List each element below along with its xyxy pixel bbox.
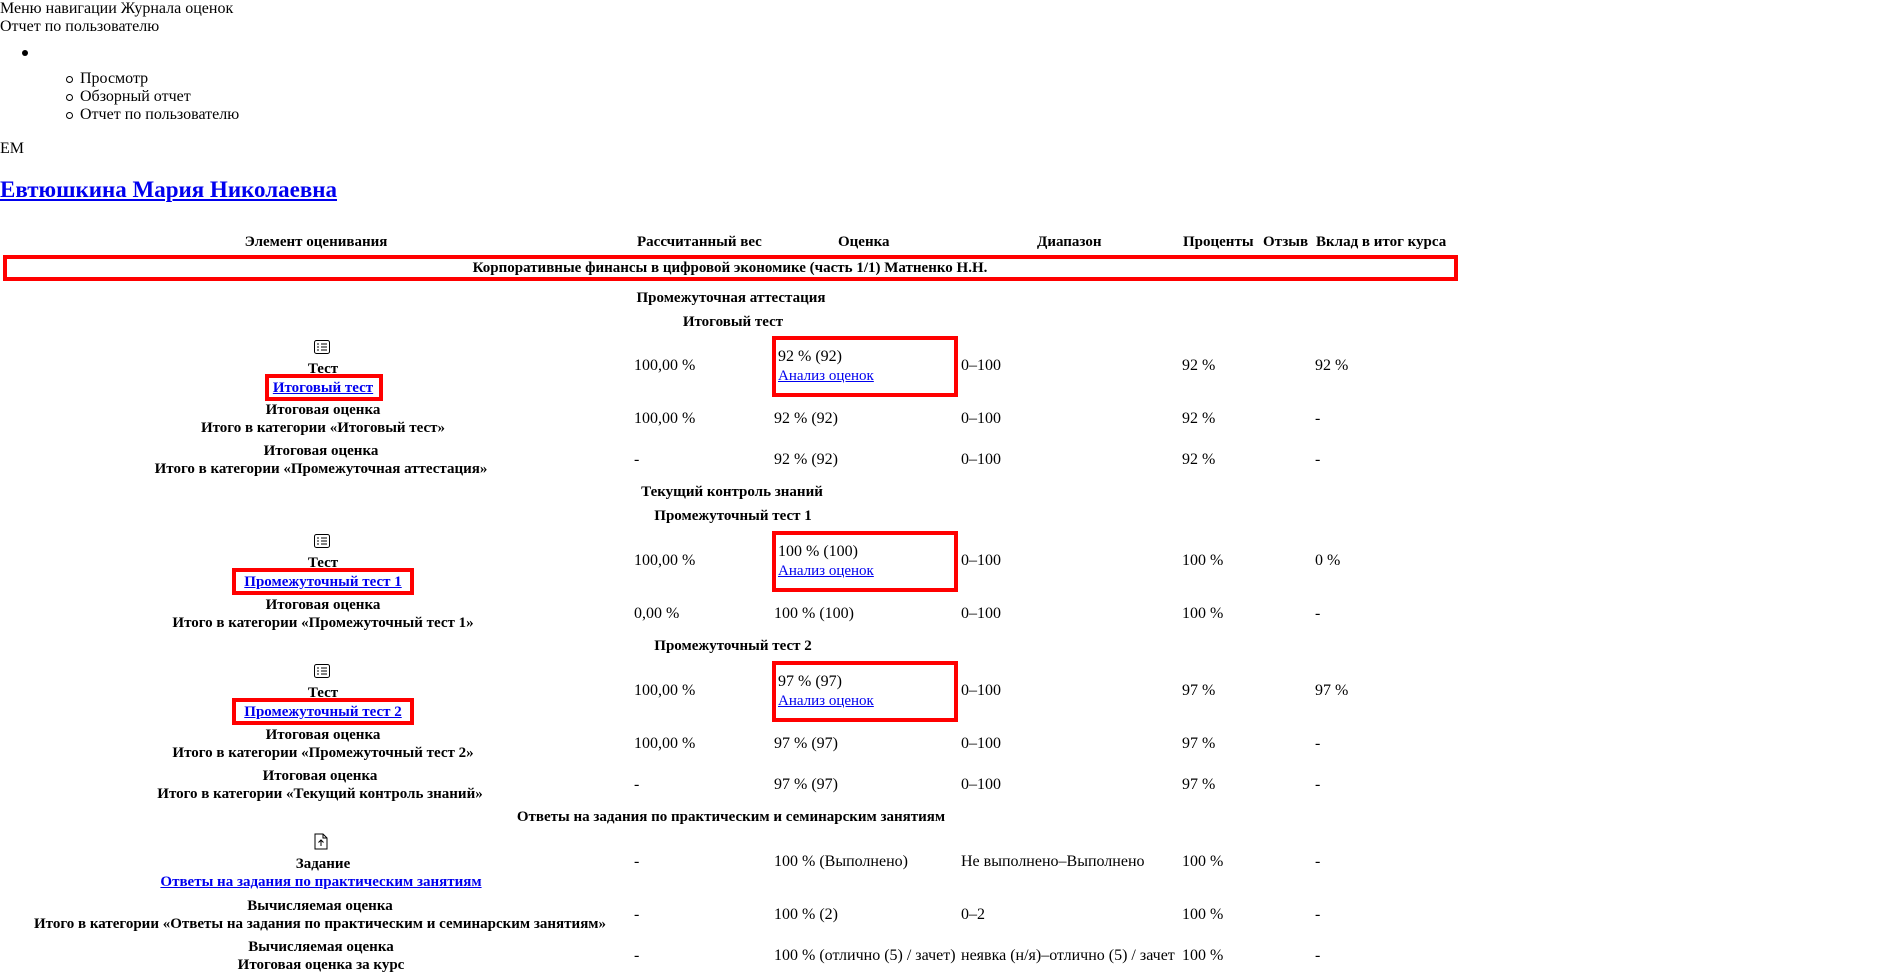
user-name-link[interactable]: Евтюшкина Мария Николаевна (0, 177, 338, 202)
row7-contribution: - (1315, 735, 1321, 752)
row11-label-course-total: Итоговая оценка за курс (237, 957, 405, 973)
report-nav-list (66, 70, 239, 124)
row11-grade: 100 % (отлично (5) / зачет) (774, 947, 956, 964)
row11-range: неявка (н/я)–отлично (5) / зачет (961, 947, 1175, 964)
header-range: Диапазон (1037, 234, 1102, 250)
category-practice-answers: Ответы на задания по практическим и семинарским занятиям (516, 809, 946, 825)
row6-percent: 97 % (1182, 682, 1216, 699)
row4-weight: 100,00 % (634, 552, 696, 569)
user-initials-avatar[interactable]: ЕМ (0, 140, 24, 157)
item-type-quiz: Тест (307, 361, 339, 377)
row10-grade: 100 % (2) (774, 906, 838, 923)
row3-weight: - (634, 451, 640, 468)
row4-grade: 100 % (100) (778, 543, 858, 560)
category-intermediate-test-1: Промежуточный тест 1 (654, 508, 812, 524)
header-grade: Оценка (838, 234, 890, 250)
row8-label-category-total: Итого в категории «Текущий контроль знаний» (157, 786, 483, 802)
nav-bullet (22, 50, 28, 56)
row11-weight: - (634, 947, 640, 964)
quiz-icon (314, 534, 330, 548)
item-type-quiz: Тест (307, 555, 339, 571)
row10-percent: 100 % (1182, 906, 1224, 923)
row4-grade-analysis-link[interactable]: Анализ оценок (778, 563, 874, 579)
category-current-control: Текущий контроль знаний (641, 484, 823, 500)
row7-percent: 97 % (1182, 735, 1216, 752)
row5-range: 0–100 (961, 605, 1001, 622)
course-name: Корпоративные финансы в цифровой экономике (часть 1/1) Матненко Н.Н. (472, 260, 988, 276)
item-type-assignment: Задание (295, 856, 351, 872)
row10-label-category-total: Итого в категории «Ответы на задания по практическим и семинарским занятиям» (33, 916, 607, 932)
row7-range: 0–100 (961, 735, 1001, 752)
row7-label-category-total: Итого в категории «Промежуточный тест 2» (172, 745, 474, 761)
row5-contribution: - (1315, 605, 1321, 622)
row2-label-type: Итоговая оценка (265, 402, 381, 418)
row6-weight: 100,00 % (634, 682, 696, 699)
row11-label-type: Вычисляемая оценка (248, 939, 394, 955)
nav-item-view[interactable]: Просмотр (66, 70, 239, 88)
row8-contribution: - (1315, 776, 1321, 793)
row6-grade: 97 % (97) (778, 673, 842, 690)
row1-contribution: 92 % (1315, 357, 1349, 374)
row6-contribution: 97 % (1315, 682, 1349, 699)
row8-grade: 97 % (97) (774, 776, 838, 793)
row3-grade: 92 % (92) (774, 451, 838, 468)
row10-weight: - (634, 906, 640, 923)
row9-weight: - (634, 853, 640, 870)
row1-weight: 100,00 % (634, 357, 696, 374)
row2-contribution: - (1315, 410, 1321, 427)
header-weight: Рассчитанный вес (637, 234, 762, 250)
row2-range: 0–100 (961, 410, 1001, 427)
row9-contribution: - (1315, 853, 1321, 870)
item-type-quiz: Тест (307, 685, 339, 701)
row3-contribution: - (1315, 451, 1321, 468)
practice-answers-assignment-link[interactable]: Ответы на задания по практическим занятиям (160, 874, 482, 890)
row7-grade: 97 % (97) (774, 735, 838, 752)
row4-contribution: 0 % (1315, 552, 1341, 569)
quiz-icon (314, 664, 330, 678)
row2-percent: 92 % (1182, 410, 1216, 427)
assignment-icon (314, 833, 328, 850)
row5-weight: 0,00 % (634, 605, 680, 622)
row5-label-type: Итоговая оценка (265, 597, 381, 613)
header-feedback: Отзыв (1263, 234, 1309, 250)
header-contribution: Вклад в итог курса (1316, 234, 1447, 250)
current-report-label: Отчет по пользователю (0, 18, 160, 35)
row1-range: 0–100 (961, 357, 1001, 374)
nav-item-overview-report[interactable]: Обзорный отчет (66, 88, 239, 106)
row7-label-type: Итоговая оценка (265, 727, 381, 743)
row4-percent: 100 % (1182, 552, 1224, 569)
row8-weight: - (634, 776, 640, 793)
row5-grade: 100 % (100) (774, 605, 854, 622)
row6-grade-analysis-link[interactable]: Анализ оценок (778, 693, 874, 709)
row7-weight: 100,00 % (634, 735, 696, 752)
row10-range: 0–2 (961, 906, 985, 923)
row9-grade: 100 % (Выполнено) (774, 853, 908, 870)
intermediate-test-1-link[interactable]: Промежуточный тест 1 (244, 574, 402, 590)
row5-percent: 100 % (1182, 605, 1224, 622)
row3-label-category-total: Итого в категории «Промежуточная аттестация» (154, 461, 488, 477)
row10-label-type: Вычисляемая оценка (247, 898, 393, 914)
row11-percent: 100 % (1182, 947, 1224, 964)
row10-contribution: - (1315, 906, 1321, 923)
row4-range: 0–100 (961, 552, 1001, 569)
row11-contribution: - (1315, 947, 1321, 964)
header-grade-item: Элемент оценивания (244, 234, 388, 250)
category-midterm: Промежуточная аттестация (636, 290, 826, 306)
row2-grade: 92 % (92) (774, 410, 838, 427)
row8-label-type: Итоговая оценка (262, 768, 378, 784)
final-test-link[interactable]: Итоговый тест (272, 380, 374, 396)
nav-item-user-report[interactable]: Отчет по пользователю (66, 106, 239, 124)
category-final-test: Итоговый тест (682, 314, 784, 330)
row9-percent: 100 % (1182, 853, 1224, 870)
row9-range: Не выполнено–Выполнено (961, 853, 1145, 870)
row1-grade-analysis-link[interactable]: Анализ оценок (778, 368, 874, 384)
row3-percent: 92 % (1182, 451, 1216, 468)
row1-percent: 92 % (1182, 357, 1216, 374)
category-intermediate-test-2: Промежуточный тест 2 (654, 638, 812, 654)
row2-weight: 100,00 % (634, 410, 696, 427)
row3-range: 0–100 (961, 451, 1001, 468)
row8-range: 0–100 (961, 776, 1001, 793)
grader-nav-menu-title[interactable]: Меню навигации Журнала оценок (0, 0, 234, 17)
row3-label-type: Итоговая оценка (263, 443, 379, 459)
intermediate-test-2-link[interactable]: Промежуточный тест 2 (244, 704, 402, 720)
row6-range: 0–100 (961, 682, 1001, 699)
row2-label-category-total: Итого в категории «Итоговый тест» (200, 420, 446, 436)
quiz-icon (314, 340, 330, 354)
row5-label-category-total: Итого в категории «Промежуточный тест 1» (172, 615, 474, 631)
header-percent: Проценты (1183, 234, 1254, 250)
row1-grade: 92 % (92) (778, 348, 842, 365)
row8-percent: 97 % (1182, 776, 1216, 793)
